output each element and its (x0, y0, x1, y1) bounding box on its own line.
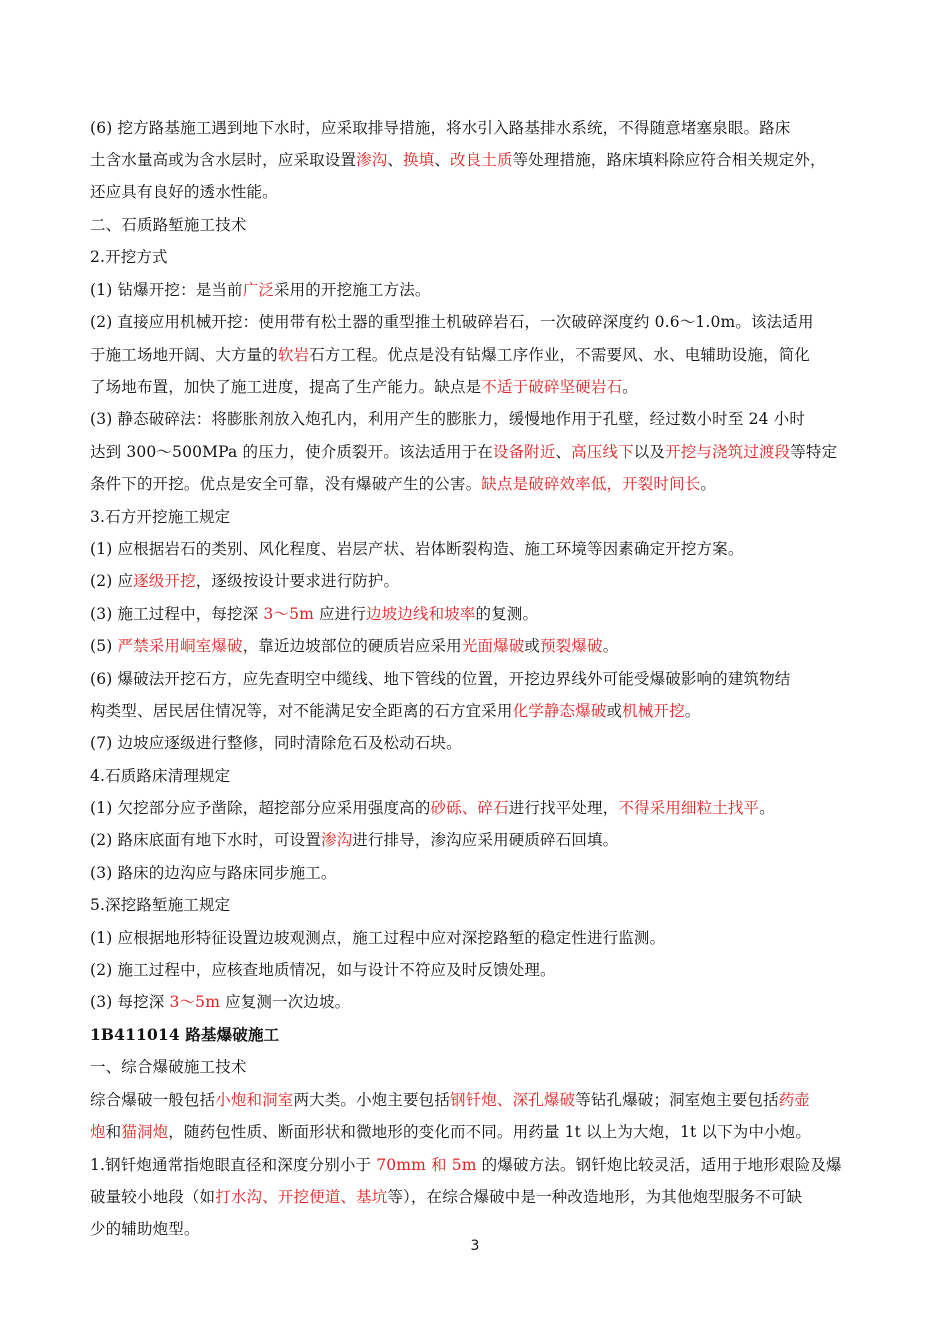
text-line (90, 603, 870, 625)
text-line (90, 927, 870, 949)
text-line (90, 1218, 870, 1240)
text-line (90, 797, 870, 819)
body-text: 、 (434, 151, 450, 169)
highlight-text: 3～5m (263, 605, 314, 623)
text-line (90, 181, 870, 203)
body-text: 的复测。 (475, 605, 539, 623)
text-line (90, 473, 870, 495)
body-text: 。 (684, 702, 701, 720)
body-text: (3) 路床的边沟应与路床同步施工。 (90, 864, 337, 882)
text-line (90, 862, 870, 884)
body-text: 一、综合爆破施工技术 (90, 1058, 247, 1076)
highlight-text: 炮 (90, 1123, 106, 1141)
body-text: 。 (759, 799, 775, 817)
highlight-text: 药壶 (778, 1091, 810, 1109)
section-heading: 1B411014 路基爆破施工 (90, 1025, 280, 1044)
body-text: (6) 爆破法开挖石方，应先查明空中缆线、地下管线的位置，开挖边界线外可能受爆破影响的建筑物结 (90, 670, 791, 688)
highlight-text: 打水沟、开挖便道、基坑 (215, 1188, 388, 1206)
body-text: 等处理措施，路床填料除应符合相关规定外， (512, 151, 826, 169)
body-text: 土含水量高或为含水层时，应采取设置 (90, 151, 357, 169)
highlight-text: 砂砾、碎石 (430, 799, 509, 817)
body-text: (3) 静态破碎法：将膨胀剂放入炮孔内，利用产生的膨胀力，缓慢地作用于孔壁，经过数小时至 24 小时 (90, 410, 805, 428)
highlight-text: 预裂爆破 (540, 637, 603, 655)
body-text: 4.石质路床清理规定 (90, 767, 231, 785)
body-text: 等钻孔爆破；洞室炮主要包括 (575, 1091, 779, 1109)
highlight-text: 机械开挖 (622, 702, 685, 720)
body-text: (1) 钻爆开挖：是当前 (90, 281, 243, 299)
highlight-text: 广泛 (242, 281, 274, 299)
page-number: 3 (470, 1238, 480, 1254)
text-line (90, 635, 870, 657)
text-line (90, 1089, 870, 1111)
body-text: (2) 施工过程中，应核查地质情况，如与设计不符应及时反馈处理。 (90, 961, 556, 979)
body-text: ，靠近边坡部位的硬质岩应采用 (242, 637, 462, 655)
highlight-text: 逐级开挖 (133, 572, 196, 590)
highlight-text: 光面爆破 (461, 637, 525, 655)
body-text: 、 (555, 443, 572, 461)
body-text: (7) 边坡应逐级进行整修，同时清除危石及松动石块。 (90, 734, 462, 752)
highlight-text: 不适于破碎坚硬岩石 (481, 378, 623, 396)
text-line (90, 1186, 870, 1208)
body-text: 等），在综合爆破中是一种改造地形，为其他炮型服务不可缺 (387, 1188, 803, 1206)
body-text: (1) 应根据岩石的类别、风化程度、岩层产状、岩体断裂构造、施工环境等因素确定开挖方案。 (90, 540, 744, 558)
body-text: 进行找平处理， (508, 799, 619, 817)
body-text: 和 (105, 1123, 122, 1141)
highlight-text: 渗沟 (320, 831, 353, 849)
highlight-text: 渗沟 (356, 151, 388, 169)
body-text: 于施工场地开阔、大方量的 (90, 346, 278, 364)
text-line (90, 408, 870, 430)
highlight-text: 70mm 和 5m (376, 1156, 477, 1174)
body-text: 破量较小地段（如 (90, 1188, 216, 1206)
text-line (90, 765, 870, 787)
text-line (90, 1154, 870, 1176)
body-text: 、 (387, 151, 404, 169)
body-text: 3.石方开挖施工规定 (90, 508, 231, 526)
body-text: 二、石质路堑施工技术 (90, 216, 247, 234)
body-text: 2.开挖方式 (90, 248, 168, 266)
body-text: (1) 欠挖部分应予凿除，超挖部分应采用强度高的 (90, 799, 431, 817)
text-line (90, 311, 870, 333)
body-text: 。 (622, 378, 638, 396)
body-text: 1.钢钎炮通常指炮眼直径和深度分别小于 (90, 1156, 377, 1174)
body-text: 采用的开挖施工方法。 (274, 281, 431, 299)
body-text: 以及 (633, 443, 666, 461)
body-text: 。 (700, 475, 717, 493)
text-line (90, 894, 870, 916)
body-text: (6) 挖方路基施工遇到地下水时，应采取排导措施，将水引入路基排水系统，不得随意堵塞泉眼。路床 (90, 119, 791, 137)
highlight-text: 化学静态爆破 (512, 702, 607, 720)
highlight-text: 改良土质 (450, 151, 513, 169)
highlight-text: 设备附近 (492, 443, 556, 461)
body-text: ，随药包性质、断面形状和微地形的变化而不同。用药量 1t 以上为大炮，1t 以下为中小炮。 (168, 1123, 811, 1141)
body-text: 少的辅助炮型。 (90, 1220, 200, 1238)
body-text: (3) 施工过程中，每挖深 (90, 605, 264, 623)
body-text: 进行排导，渗沟应采用硬质碎石回填。 (352, 831, 619, 849)
body-text: 应进行 (313, 605, 366, 623)
text-line (90, 1121, 870, 1143)
body-text: 两大类。小炮主要包括 (293, 1091, 450, 1109)
text-line (90, 1056, 870, 1078)
text-line (90, 214, 870, 236)
highlight-text: 软岩 (277, 346, 310, 364)
body-text: (1) 应根据地形特征设置边坡观测点，施工过程中应对深挖路堑的稳定性进行监测。 (90, 929, 666, 947)
body-text: 达到 300～500MPa 的压力，使介质裂开。该法适用于在 (90, 443, 493, 461)
text-line (90, 246, 870, 268)
body-text: 综合爆破一般包括 (90, 1091, 216, 1109)
body-text: 等特定 (790, 443, 838, 461)
text-line (90, 149, 870, 171)
text-line (90, 506, 870, 528)
text-line (90, 344, 870, 366)
text-line (90, 732, 870, 754)
body-text: (2) 直接应用机械开挖：使用带有松土器的重型推土机破碎岩石，一次破碎深度约 0.6～1.0m。该法适用 (90, 313, 814, 331)
highlight-text: 钢钎炮、深孔爆破 (449, 1091, 576, 1109)
text-line (90, 538, 870, 560)
highlight-text: 开挖与浇筑过渡段 (665, 443, 791, 461)
text-line (90, 570, 870, 592)
body-text: (5) (90, 637, 118, 655)
text-line (90, 441, 870, 463)
text-line (90, 117, 870, 139)
body-text: 或 (606, 702, 623, 720)
highlight-text: 不得采用细粒土找平 (618, 799, 760, 817)
body-text: 了场地布置，加快了施工进度，提高了生产能力。缺点是 (90, 378, 482, 396)
body-text: 5.深挖路堑施工规定 (90, 896, 231, 914)
text-line (90, 279, 870, 301)
text-line (90, 1024, 870, 1046)
highlight-text: 换填 (403, 151, 435, 169)
highlight-text: 边坡边线和坡率 (365, 605, 476, 623)
body-text: 石方工程。优点是没有钻爆工序作业，不需要风、水、电辅助设施，简化 (309, 346, 810, 364)
body-text: 或 (524, 637, 541, 655)
text-line (90, 700, 870, 722)
text-line (90, 829, 870, 851)
highlight-text: 3～5m (169, 993, 221, 1011)
highlight-text: 猫洞炮 (121, 1123, 169, 1141)
body-text: 条件下的开挖。优点是安全可靠，没有爆破产生的公害。 (90, 475, 482, 493)
body-text: 应复测一次边坡。 (220, 993, 351, 1011)
body-text: 的爆破方法。钢钎炮比较灵活，适用于地形艰险及爆 (476, 1156, 842, 1174)
body-text: 。 (602, 637, 619, 655)
body-text: (2) 路床底面有地下水时，可设置 (90, 831, 321, 849)
body-text: (3) 每挖深 (90, 993, 170, 1011)
highlight-text: 高压线下 (571, 443, 634, 461)
highlight-text: 严禁采用峒室爆破 (117, 637, 243, 655)
body-text: (2) 应 (90, 572, 134, 590)
text-line (90, 668, 870, 690)
body-text: ，逐级按设计要求进行防护。 (195, 572, 400, 590)
text-line (90, 376, 870, 398)
body-text: 还应具有良好的透水性能。 (90, 183, 278, 201)
highlight-text: 小炮和洞室 (215, 1091, 294, 1109)
text-line (90, 991, 870, 1013)
body-text: 构类型、居民居住情况等，对不能满足安全距离的石方宜采用 (90, 702, 513, 720)
highlight-text: 缺点是破碎效率低，开裂时间长 (481, 475, 701, 493)
text-line (90, 959, 870, 981)
